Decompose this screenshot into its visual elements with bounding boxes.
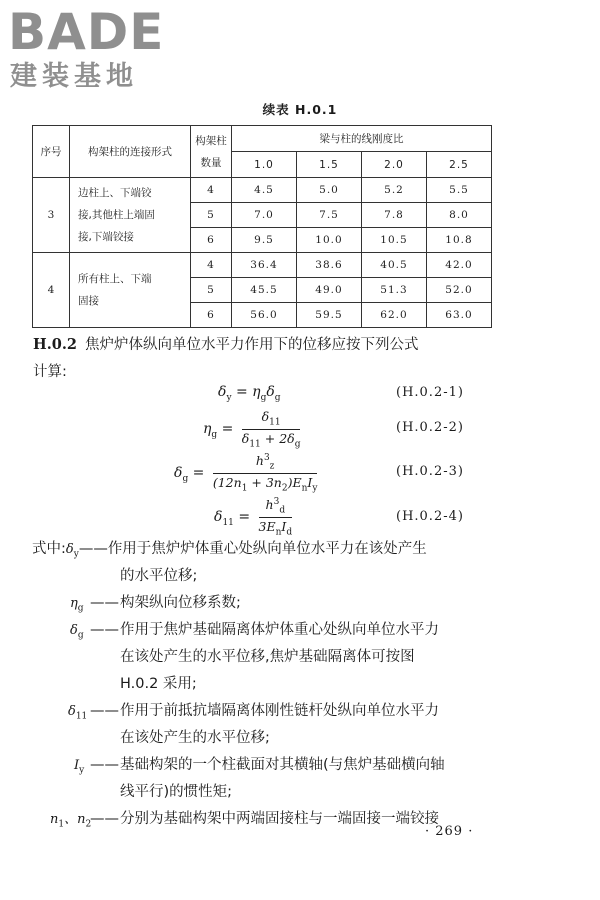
header-column-count-line1: 构架柱 [195, 134, 227, 147]
definition-delta-y [32, 536, 532, 590]
cell-value: 5.2 [362, 178, 427, 203]
cell-value: 51.3 [362, 278, 427, 303]
symbol-iy: $I_y$ [74, 758, 85, 776]
symbol-n1-n2: $n_1$、$n_2$ [50, 812, 92, 830]
row-seq: 3 [33, 178, 70, 253]
section-line-2: 计算: [33, 364, 67, 380]
row-count: 6 [191, 303, 232, 328]
page-number: · 269 · [425, 824, 474, 839]
definition-text: 构架纵向位移系数; [120, 595, 241, 611]
definition-text: 在该处产生的水平位移,焦炉基础隔离体可按图 [120, 649, 415, 665]
connection-form-line: 接,下端铰接 [78, 231, 134, 243]
formula-1: $\delta_y = \eta_g\delta_g$ [218, 384, 281, 403]
header-seq: 序号 [33, 126, 70, 178]
cell-value: 42.0 [427, 253, 492, 278]
table-row [33, 178, 492, 203]
cell-value: 38.6 [297, 253, 362, 278]
header-column-count [191, 126, 232, 178]
header-stiffness-ratio: 梁与柱的线刚度比 [232, 126, 492, 152]
formula-2: $\eta_g$ = $\frac{\delta_{11}}{\delta_{11} + 2\delta_g}$ [203, 409, 301, 449]
definition-dash: —— [90, 757, 119, 773]
definition-dash: —— [90, 811, 119, 827]
definition-text: 作用于焦炉基础隔离体炉体重心处纵向单位水平力 [120, 622, 439, 638]
cell-value: 10.0 [297, 228, 362, 253]
row-count: 6 [191, 228, 232, 253]
cell-value: 7.0 [232, 203, 297, 228]
row-connection-form [70, 253, 191, 328]
definition-text: 在该处产生的水平位移; [120, 730, 270, 746]
cell-value: 10.8 [427, 228, 492, 253]
cell-value: 5.5 [427, 178, 492, 203]
header-ratio-value: 1.5 [297, 152, 362, 178]
cell-value: 10.5 [362, 228, 427, 253]
section-line-1 [33, 331, 533, 359]
cell-value: 40.5 [362, 253, 427, 278]
definition-text: 基础构架的一个柱截面对其横轴(与焦炉基础横向轴 [120, 757, 445, 773]
cell-value: 5.0 [297, 178, 362, 203]
definition-text: 的水平位移; [120, 568, 198, 584]
row-seq: 4 [33, 253, 70, 328]
symbol-definitions [32, 536, 532, 833]
cell-value: 36.4 [232, 253, 297, 278]
cell-value: 62.0 [362, 303, 427, 328]
table-row [33, 253, 492, 278]
connection-form-line: 边柱上、下端铰 [78, 187, 152, 199]
row-count: 4 [191, 178, 232, 203]
formula-4: $\delta_{11}$ = $\frac{h^3_d}{3E_nI_d}$ [214, 497, 293, 538]
symbol-delta-y: $\delta_y$ [65, 542, 79, 560]
definition-dash: —— [90, 703, 119, 719]
cell-value: 49.0 [297, 278, 362, 303]
definition-text: 线平行)的惯性矩; [120, 784, 233, 800]
formula-1-number: (H.0.2-1) [396, 385, 464, 400]
cell-value: 7.5 [297, 203, 362, 228]
stiffness-table [32, 125, 492, 328]
definition-text: 作用于焦炉炉体重心处纵向单位水平力在该处产生 [107, 541, 427, 557]
symbol-delta-g: $\delta_g$ [70, 623, 84, 641]
definition-dash: —— [90, 622, 119, 638]
section-h02 [33, 331, 533, 386]
definition-intro: 式中: [32, 541, 66, 557]
cell-value: 7.8 [362, 203, 427, 228]
definition-dash: —— [90, 595, 119, 611]
section-number: H.0.2 [33, 336, 77, 353]
connection-form-line: 接,其他柱上端固 [78, 209, 155, 221]
header-ratio-value: 2.0 [362, 152, 427, 178]
definition-delta-g [32, 617, 532, 698]
cell-value: 8.0 [427, 203, 492, 228]
cell-value: 52.0 [427, 278, 492, 303]
connection-form-line: 固接 [78, 295, 99, 307]
row-count: 5 [191, 278, 232, 303]
section-text: 焦炉炉体纵向单位水平力作用下的位移应按下列公式 [84, 337, 419, 353]
cell-value: 9.5 [232, 228, 297, 253]
header-column-count-line2: 数量 [200, 156, 222, 169]
row-count: 4 [191, 253, 232, 278]
symbol-delta-11: $\delta_{11}$ [68, 704, 88, 722]
formula-3-number: (H.0.2-3) [396, 464, 464, 479]
cell-value: 4.5 [232, 178, 297, 203]
formula-4-number: (H.0.2-4) [396, 509, 464, 524]
header-ratio-value: 1.0 [232, 152, 297, 178]
formula-2-number: (H.0.2-2) [396, 420, 464, 435]
row-connection-form [70, 178, 191, 253]
row-count: 5 [191, 203, 232, 228]
definition-dash: —— [78, 541, 108, 557]
cell-value: 63.0 [427, 303, 492, 328]
bade-logo [8, 4, 208, 94]
definition-iy [32, 752, 532, 806]
table-caption: 续表 H.0.1 [262, 102, 338, 117]
symbol-eta-g: $\eta_g$ [70, 596, 84, 614]
cell-value: 56.0 [232, 303, 297, 328]
definition-eta-g [32, 590, 532, 617]
cell-value: 45.5 [232, 278, 297, 303]
definition-text: 分别为基础构架中两端固接柱与一端固接一端铰接 [120, 811, 439, 827]
definition-text: 作用于前抵抗墙隔离体刚性链杆处纵向单位水平力 [120, 703, 439, 719]
cell-value: 59.5 [297, 303, 362, 328]
logo-subtitle: 建装基地 [10, 61, 138, 92]
formula-3: $\delta_g$ = $\frac{h^3_z}{(12n_1 + 3n_2)E_nI_y}$ [174, 453, 318, 494]
header-connection-form: 构架柱的连接形式 [70, 126, 191, 178]
header-ratio-value: 2.5 [427, 152, 492, 178]
connection-form-line: 所有柱上、下端 [78, 273, 152, 285]
logo-wordmark: BADE [8, 3, 165, 61]
definition-text: H.0.2 采用; [120, 676, 197, 692]
definition-delta-11 [32, 698, 532, 752]
